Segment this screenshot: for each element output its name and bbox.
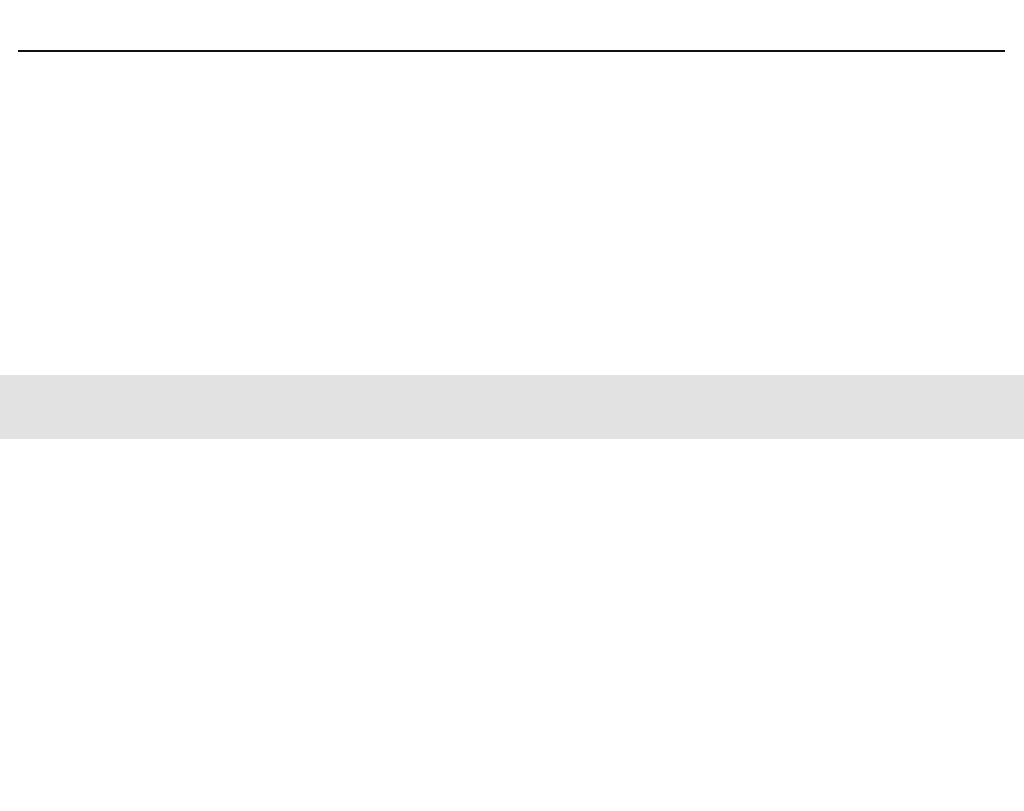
binding-band bbox=[0, 375, 1024, 439]
header-rule bbox=[18, 50, 1005, 52]
